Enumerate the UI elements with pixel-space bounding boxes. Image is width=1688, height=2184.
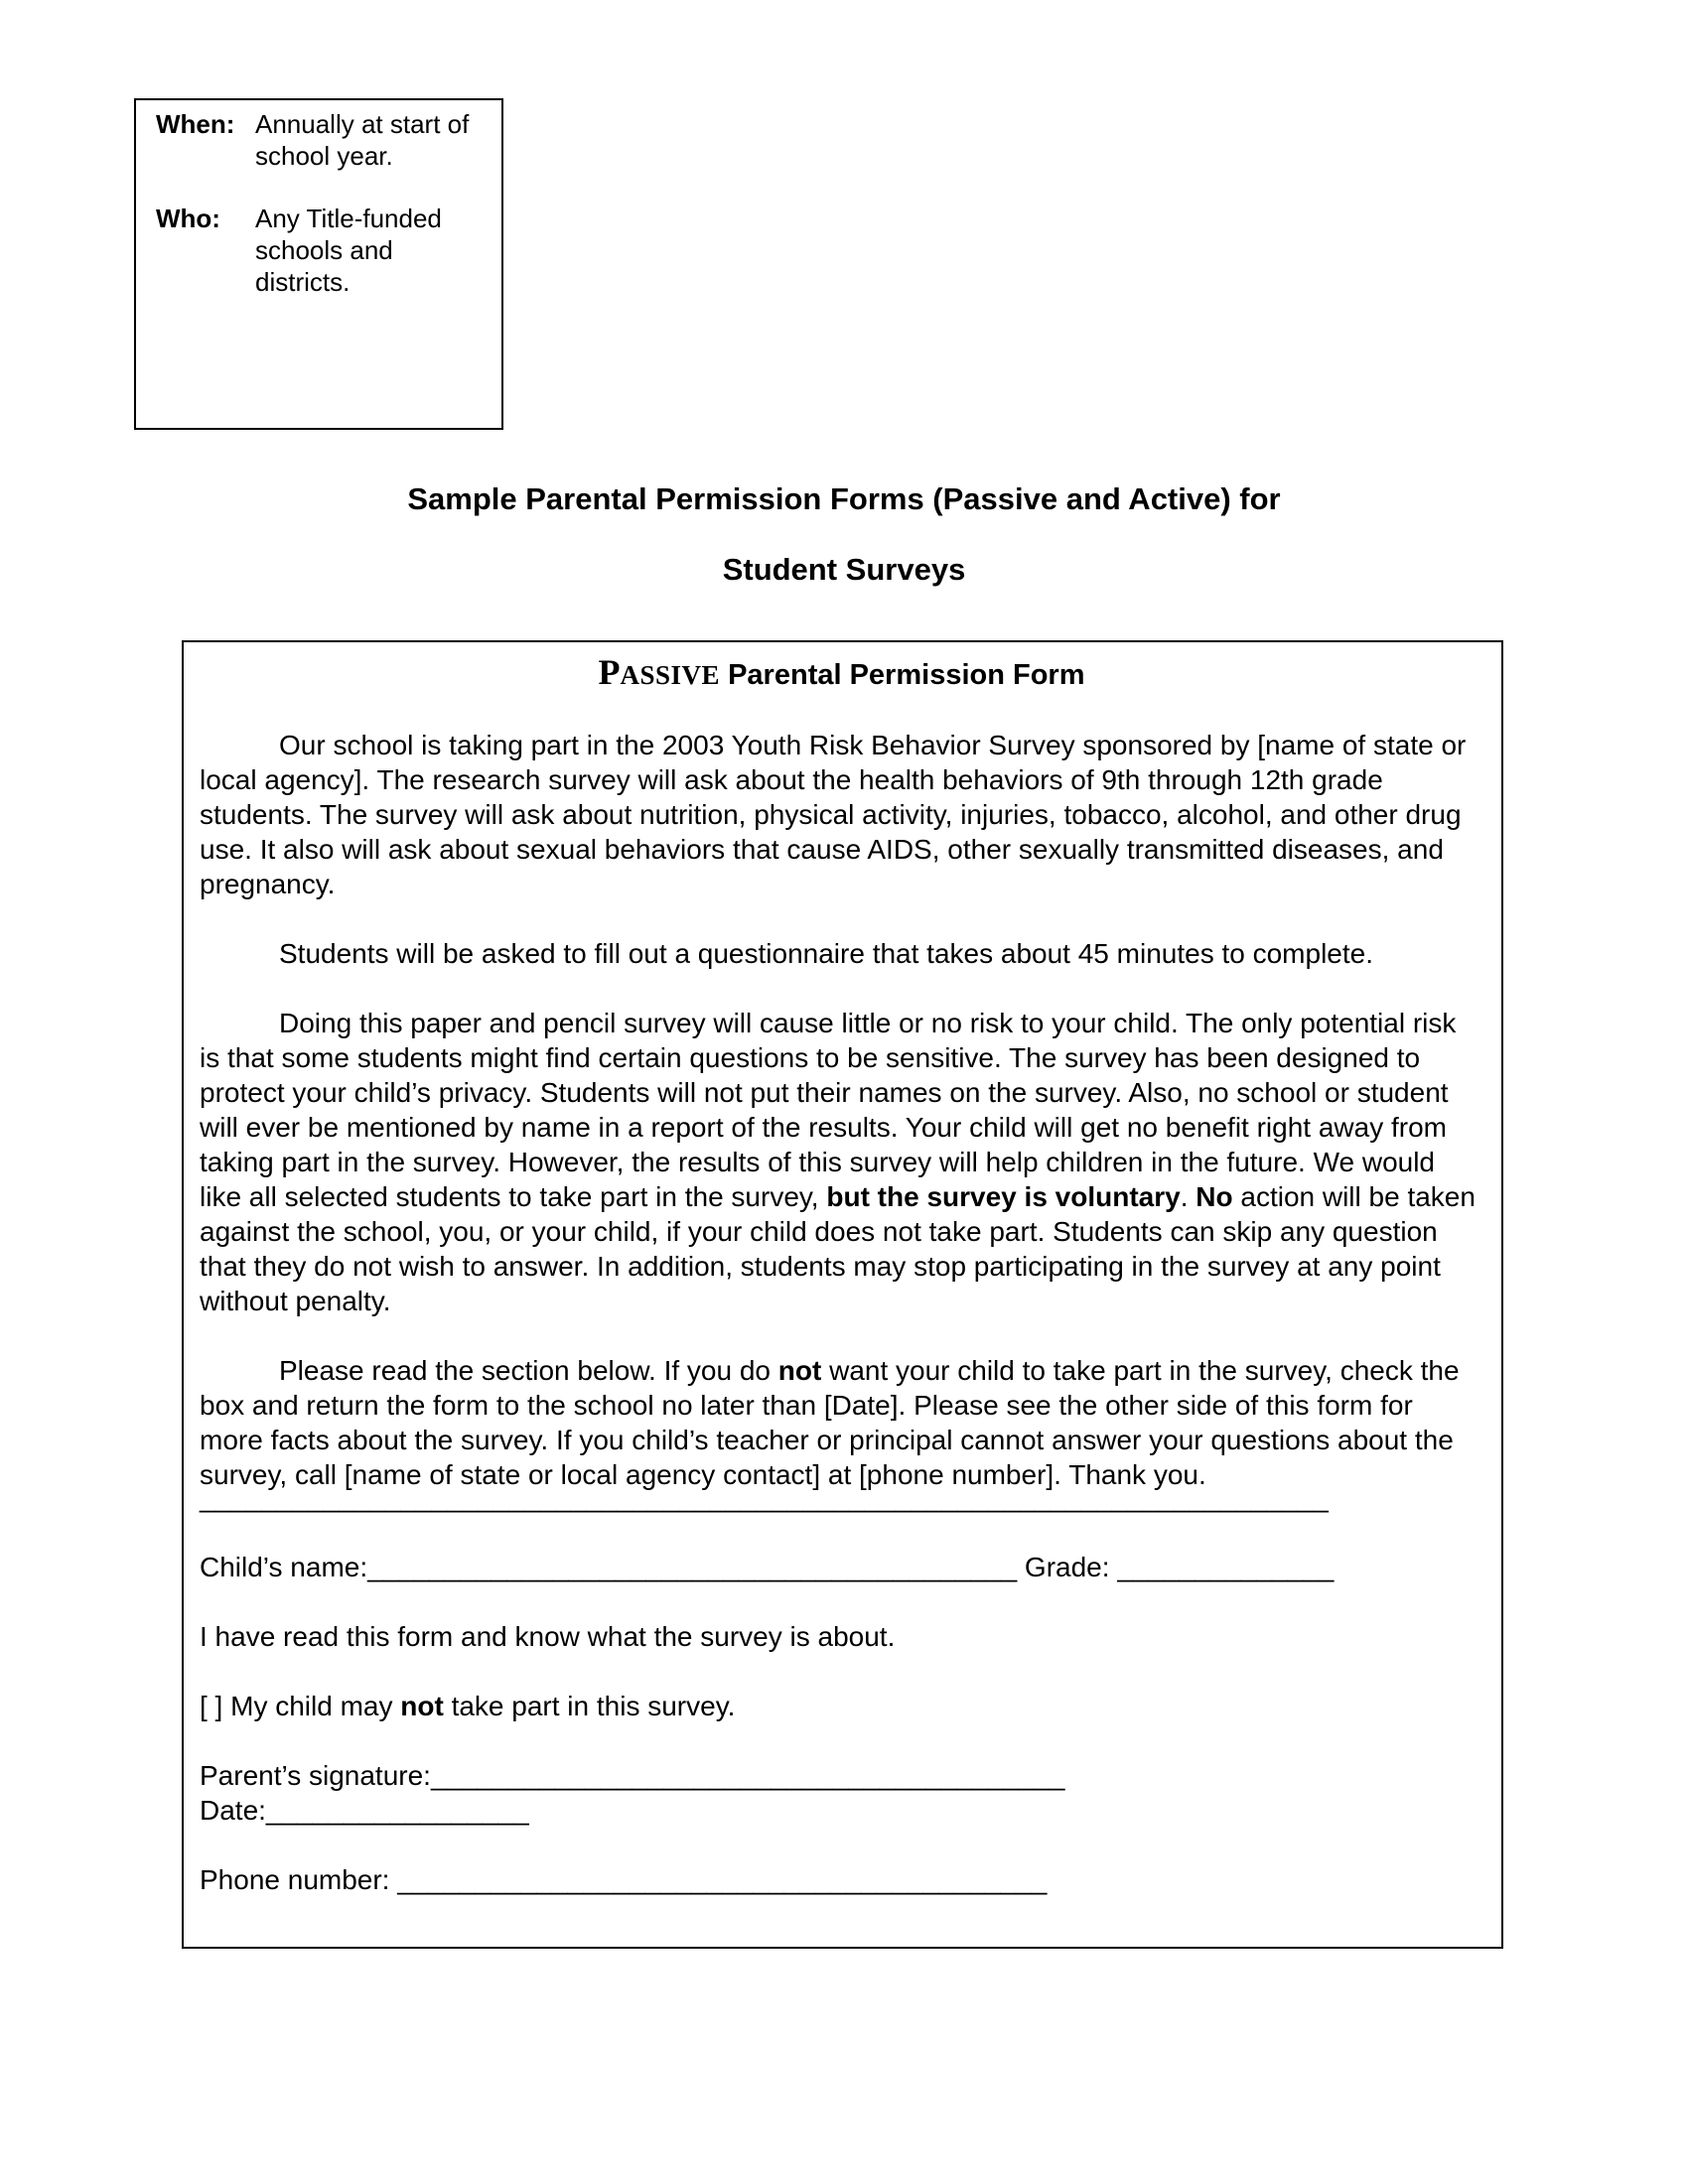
opt-out-not-emphasis: not	[400, 1691, 444, 1721]
form-title	[200, 654, 1483, 693]
read-statement: I have read this form and know what the survey is about.	[200, 1621, 896, 1652]
passive-permission-form	[182, 640, 1503, 1949]
when-value: Annually at start of school year.	[255, 109, 470, 171]
child-name-grade-field[interactable]: Child’s name:__________________________________________ Grade: ______________	[200, 1552, 1335, 1582]
phone-number-field[interactable]: Phone number: __________________________________________	[200, 1864, 1048, 1895]
paragraph-risks-text-a: Doing this paper and pencil survey will cause little or no risk to your child. The only potential risk is that some students might find certain questions to be sensitive. The survey has been designed to protect your child’s privacy. Students will not put their names on the survey. Also, no school or student will ever be mentioned by name in a report of the results. Your child will get no benefit right away from taking part in the survey. However, the results of this survey will help children in the future. We would like all selected students to take part in the survey,	[200, 1008, 1457, 1212]
date-field[interactable]: Date:_________________	[200, 1795, 529, 1826]
paragraph-instructions-text-a: Please read the section below. If you do	[279, 1355, 778, 1386]
when-who-box	[134, 98, 503, 430]
paragraph-risks-text-b: .	[1180, 1181, 1196, 1212]
paragraph-instructions-text-b: want your child to take part in the survey, check the box and return the form to the school no later than [Date]. Please see the other side of this form for more facts about the survey. If you child’s teacher or principal cannot answer your questions about the survey, call [name of state or local agency contact] at [phone number]. Thank you.	[200, 1355, 1460, 1490]
paragraph-risks-and-voluntary	[200, 1006, 1483, 1318]
not-emphasis: not	[777, 1355, 822, 1386]
who-label: Who:	[156, 204, 220, 233]
paragraph-risks-text-c: action will be taken against the school, you, or your child, if your child does not take part. Students can skip any question that they do not wish to answer. In addition, students may stop participating in the survey at any point without penalty.	[200, 1181, 1476, 1316]
paragraph-instructions	[200, 1353, 1483, 1492]
opt-out-checkbox-text-b: take part in this survey.	[443, 1691, 736, 1721]
separator-line: _________________________________________________________________________	[200, 1482, 1329, 1513]
when-label: When:	[156, 109, 235, 139]
who-row	[156, 203, 501, 298]
document-title-line-1: Sample Parental Permission Forms (Passive and Active) for	[407, 481, 1281, 516]
form-title-cap: P	[598, 652, 621, 692]
form-title-smallcaps: ASSIVE	[620, 660, 721, 690]
parent-signature-field[interactable]: Parent’s signature:_________________________________________	[200, 1760, 1065, 1791]
when-row	[156, 108, 501, 172]
opt-out-checkbox-text-a[interactable]: [ ] My child may	[200, 1691, 401, 1721]
who-value: Any Title-funded schools and districts.	[255, 204, 442, 297]
opt-out-checkbox-line[interactable]	[200, 1689, 1483, 1723]
voluntary-emphasis: but the survey is voluntary	[826, 1181, 1181, 1212]
paragraph-questionnaire-duration: Students will be asked to fill out a questionnaire that takes about 45 minutes to complete.	[279, 938, 1373, 969]
no-action-emphasis: No	[1196, 1181, 1233, 1212]
form-title-rest: Parental Permission Form	[720, 659, 1085, 691]
document-title-line-2: Student Surveys	[722, 552, 966, 587]
paragraph-survey-intro: Our school is taking part in the 2003 Youth Risk Behavior Survey sponsored by [name of state or local agency]. The research survey will ask about the health behaviors of 9th through 12th grade students. The survey will ask about nutrition, physical activity, injuries, tobacco, alcohol, and other drug use. It also will ask about sexual behaviors that cause AIDS, other sexually transmitted diseases, and pregnancy.	[200, 730, 1467, 899]
